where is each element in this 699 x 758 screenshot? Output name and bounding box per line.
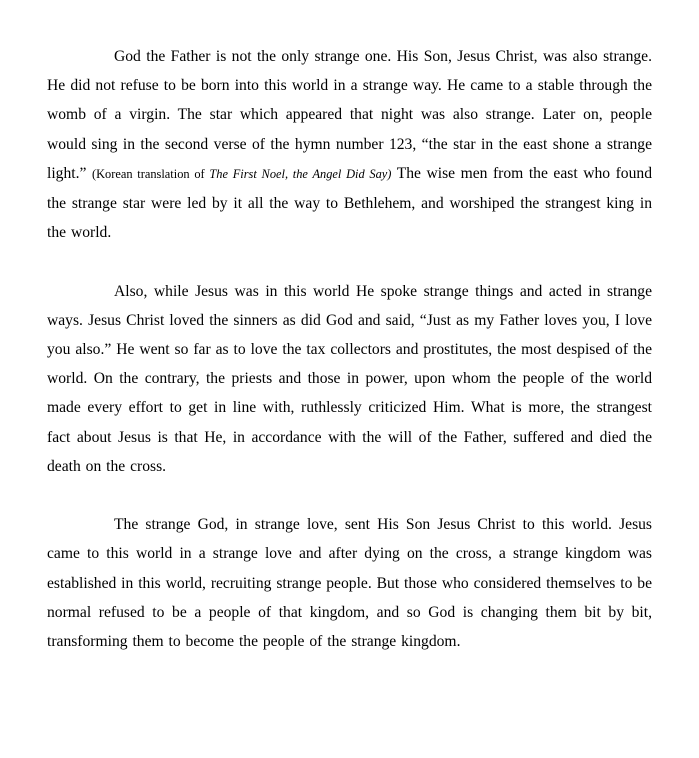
paragraph-1-text-a: God the Father is not the only strange one. His Son, Jesus Christ, was also strange. He did not refuse to be born into this world in a strange way. He came to a stable through the womb of a virgin. The star which appeared that night was also strange. Later on, people would sing in the second verse of the hymn number 123, “the star in the east shone a strange light.” [47, 48, 652, 182]
paragraph-1 [47, 42, 652, 247]
hymn-note-prefix: (Korean translation of [91, 166, 210, 181]
hymn-title: The First Noel, the Angel Did Say) [209, 166, 392, 181]
document-page [47, 42, 652, 656]
hymn-note [92, 167, 391, 181]
paragraph-1-text-b: The wise men from the east who found the strange star were led by it all the way to Bethlehem, and worshiped the strangest king in the world. [47, 164, 652, 242]
paragraph-3: The strange God, in strange love, sent His Son Jesus Christ to this world. Jesus came to this world in a strange love and after dying on the cross, a strange kingdom was established in this world, recruiting strange people. But those who considered themselves to be normal refused to be a people of that kingdom, and so God is changing them bit by bit, transforming them to become the people of the strange kingdom. [47, 516, 652, 651]
paragraph-2: Also, while Jesus was in this world He spoke strange things and acted in strange ways. Jesus Christ loved the sinners as did God and said, “Just as my Father loves you, I love you also.” He went so far as to love the tax collectors and prostitutes, the most despised of the world. On the contrary, the priests and those in power, upon whom the people of the world made every effort to get in line with, ruthlessly criticized Him. What is more, the strangest fact about Jesus is that He, in accordance with the will of the Father, suffered and died the death on the cross. [47, 282, 652, 475]
